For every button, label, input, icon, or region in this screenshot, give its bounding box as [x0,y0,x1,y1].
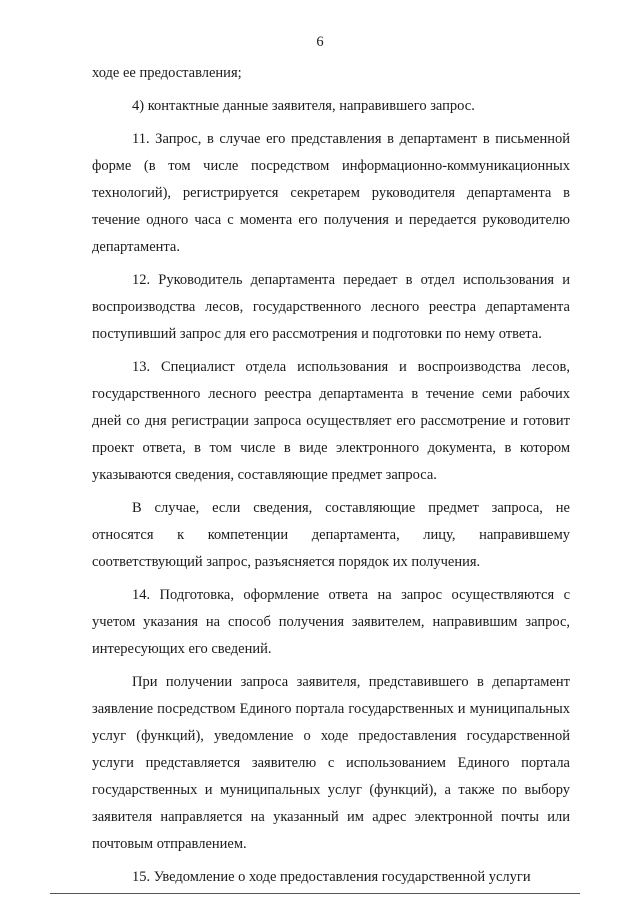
paragraph-13-case: В случае, если сведения, составляющие предмет запроса, не относятся к компетенции департамента, лицу, направившему соответствующий запрос, разъясняется порядок их получения. [92,500,570,570]
paragraph-15: 15. Уведомление о ходе предоставления государственной услуги [132,869,531,885]
paragraph-continuation: ходе ее предоставления; [92,65,242,81]
paragraph-14: 14. Подготовка, оформление ответа на запрос осуществляются с учетом указания на способ получения заявителем, направившим запрос, интересующих его сведений. [92,587,570,657]
page-number: 6 [316,34,324,50]
paragraph-13: 13. Специалист отдела использования и воспроизводства лесов, государственного лесного реестра департамента в течение семи рабочих дней со дня регистрации запроса осуществляет его рассмотрение и готовит проект ответа, в том числе в виде электронного документа, в котором указываются сведения, составляющие предмет запроса. [92,359,570,483]
paragraph-12: 12. Руководитель департамента передает в отдел использования и воспроизводства лесов, государственного лесного реестра департамента поступивший запрос для его рассмотрения и подготовки по нему ответа. [92,272,570,342]
document-body [92,60,570,897]
paragraph-11: 11. Запрос, в случае его представления в департамент в письменной форме (в том числе посредством информационно-коммуникационных технологий), регистрируется секретарем руководителя департамента в течение одного часа с момента его получения и передается руководителю департамента. [92,131,570,255]
paragraph-14-portal: При получении запроса заявителя, представившего в департамент заявление посредством Единого портала государственных и муниципальных услуг (функций), уведомление о ходе предоставления государственной услуги представляется заявителю с использованием Единого портала государственных и муниципальных услуг (функций), а также по выбору заявителя направляется на указанный им адрес электронной почты или почтовым отправлением. [92,674,570,852]
bottom-rule [50,893,580,894]
paragraph-item-4: 4) контактные данные заявителя, направившего запрос. [132,98,475,114]
